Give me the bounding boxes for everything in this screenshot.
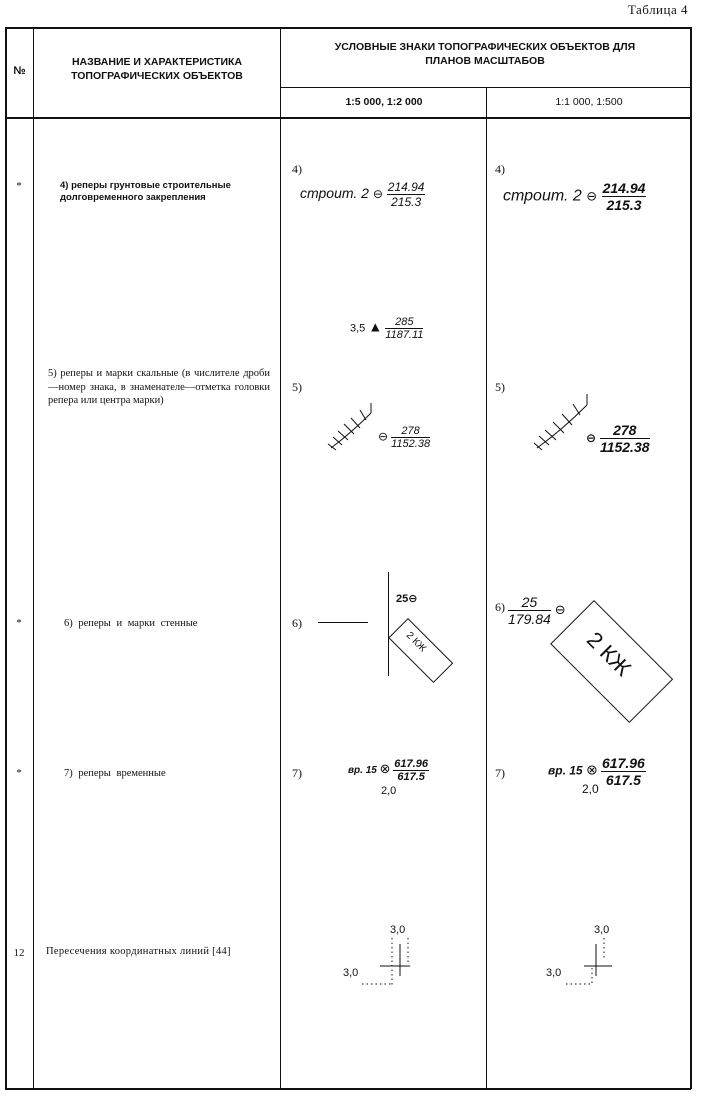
row-3-num: * [16, 617, 22, 629]
grid-cross-icon [566, 938, 616, 988]
header-col-name: НАЗВАНИЕ И ХАРАКТЕРИСТИКА ТОПОГРАФИЧЕСКИХ ОБЪЕКТОВ [71, 56, 243, 83]
temp-benchmark-icon: ⊗ [585, 761, 598, 778]
row-1-bottom-a: 215.3 [391, 195, 422, 209]
benchmark-icon: ⊖ [586, 188, 598, 204]
row-1-label-a: 4) [292, 162, 302, 176]
header-scale-1: 1:5 000, 1:2 000 [345, 96, 423, 108]
row-4-dim-a: 2,0 [381, 785, 397, 797]
row-1-prefix-a: строит. 2 [300, 185, 369, 202]
row-1-prefix-b: строит. 2 [503, 187, 582, 205]
row-2-label-b: 5) [495, 380, 505, 394]
row-2-sign-a [378, 425, 430, 450]
header-col-num: № [13, 65, 26, 77]
row-2-bottom-b: 1152.38 [599, 439, 650, 455]
row-1-sign-a [300, 180, 425, 209]
grid-cross-icon [362, 938, 412, 988]
row-4-bottom-a: 617.5 [397, 771, 425, 783]
row-4-top-b: 617.96 [602, 755, 645, 771]
row-2-extra-bottom: 1187.11 [385, 329, 424, 341]
row-2-bottom-a: 1152.38 [391, 438, 431, 450]
row-3-top-b: 25 [508, 594, 551, 611]
row-4-prefix-a: вр. 15 [348, 765, 377, 777]
rock-hatch-icon [326, 398, 389, 458]
row-1-top-a: 214.94 [387, 180, 425, 194]
row-2-sign-b [586, 422, 650, 455]
row-4-sign-a [348, 758, 429, 783]
wall-line-vertical [388, 572, 389, 676]
row-1-sign-b [503, 180, 646, 213]
header-scale-2: 1:1 000, 1:500 [555, 96, 623, 108]
temp-benchmark-icon: ⊗ [379, 761, 391, 777]
row-2-top-b: 278 [600, 422, 650, 439]
row-4-prefix-b: вр. 15 [548, 763, 583, 778]
row-5-dim-b-top: 3,0 [594, 924, 610, 936]
row-4-label-a: 7) [292, 766, 302, 780]
wall-plaque-large [550, 600, 673, 723]
row-1-label-b: 4) [495, 162, 505, 176]
row-3-desc: 6) реперы и марки стенные [64, 618, 198, 629]
row-3-label-b: 6) [495, 600, 505, 614]
benchmark-icon: ⊖ [554, 602, 566, 618]
row-2-top-a: 278 [391, 425, 430, 438]
header-bottom-border [5, 117, 691, 119]
row-1-top-b: 214.94 [602, 180, 646, 196]
benchmark-icon: ⊖ [372, 187, 383, 202]
wall-text-small: 2 КЖ [403, 630, 429, 655]
wall-text-large: 2 КЖ [581, 626, 637, 681]
row-3-bottom-b: 179.84 [508, 611, 551, 627]
row-1-num: * [16, 180, 22, 192]
row-4-desc: 7) реперы временные [64, 768, 166, 779]
row-4-top-a: 617.96 [394, 758, 428, 770]
benchmark-icon: ⊖ [378, 429, 389, 444]
row-3-sign-b [508, 594, 566, 627]
table-right-border [690, 27, 692, 1089]
row-2-extra-left: 3,5 [350, 322, 366, 335]
table-caption: Таблица 4 [627, 2, 688, 17]
row-5-dim-a-top: 3,0 [390, 924, 406, 936]
row-4-num: * [16, 767, 22, 779]
row-2-extra-top: 285 [385, 316, 423, 329]
row-3-small-num: 25 [396, 593, 409, 605]
wall-plaque-small [388, 618, 453, 683]
row-3-label-a: 6) [292, 616, 302, 630]
benchmark-icon: ⊖ [586, 431, 597, 446]
header-col-signs: УСЛОВНЫЕ ЗНАКИ ТОПОГРАФИЧЕСКИХ ОБЪЕКТОВ ДЛЯ ПЛАНОВ МАСШТАБОВ [334, 41, 636, 68]
row-2-label-a: 5) [292, 380, 302, 394]
col-divider-2 [280, 27, 281, 1089]
wall-line-horizontal [318, 622, 368, 623]
row-2-extra-sign [350, 316, 423, 341]
row-5-desc: Пересечения координатных линий [44] [46, 946, 231, 957]
row-4-label-b: 7) [495, 766, 505, 780]
row-5-dim-b-left: 3,0 [546, 967, 562, 979]
scale-row-top [280, 87, 691, 88]
row-4-dim-b: 2,0 [582, 782, 599, 796]
row-4-bottom-b: 617.5 [605, 772, 641, 788]
mark-icon: ▲ [368, 318, 383, 335]
row-1-bottom-b: 215.3 [606, 197, 642, 213]
table-top-border [5, 27, 691, 29]
row-3-small-sign-a [396, 592, 417, 605]
col-divider-3 [486, 87, 487, 1089]
row-5-num: 12 [13, 947, 25, 959]
benchmark-icon: ⊖ [408, 593, 418, 605]
row-2-desc: 5) реперы и марки скальные (в числителе дроби—номер знака, в знаменателе—отметка головки репера или центра марки) [48, 368, 270, 407]
row-1-desc: 4) реперы грунтовые строительные долговременного закрепления [60, 180, 231, 204]
row-5-dim-a-left: 3,0 [343, 967, 359, 979]
table-bottom-border [5, 1088, 691, 1090]
